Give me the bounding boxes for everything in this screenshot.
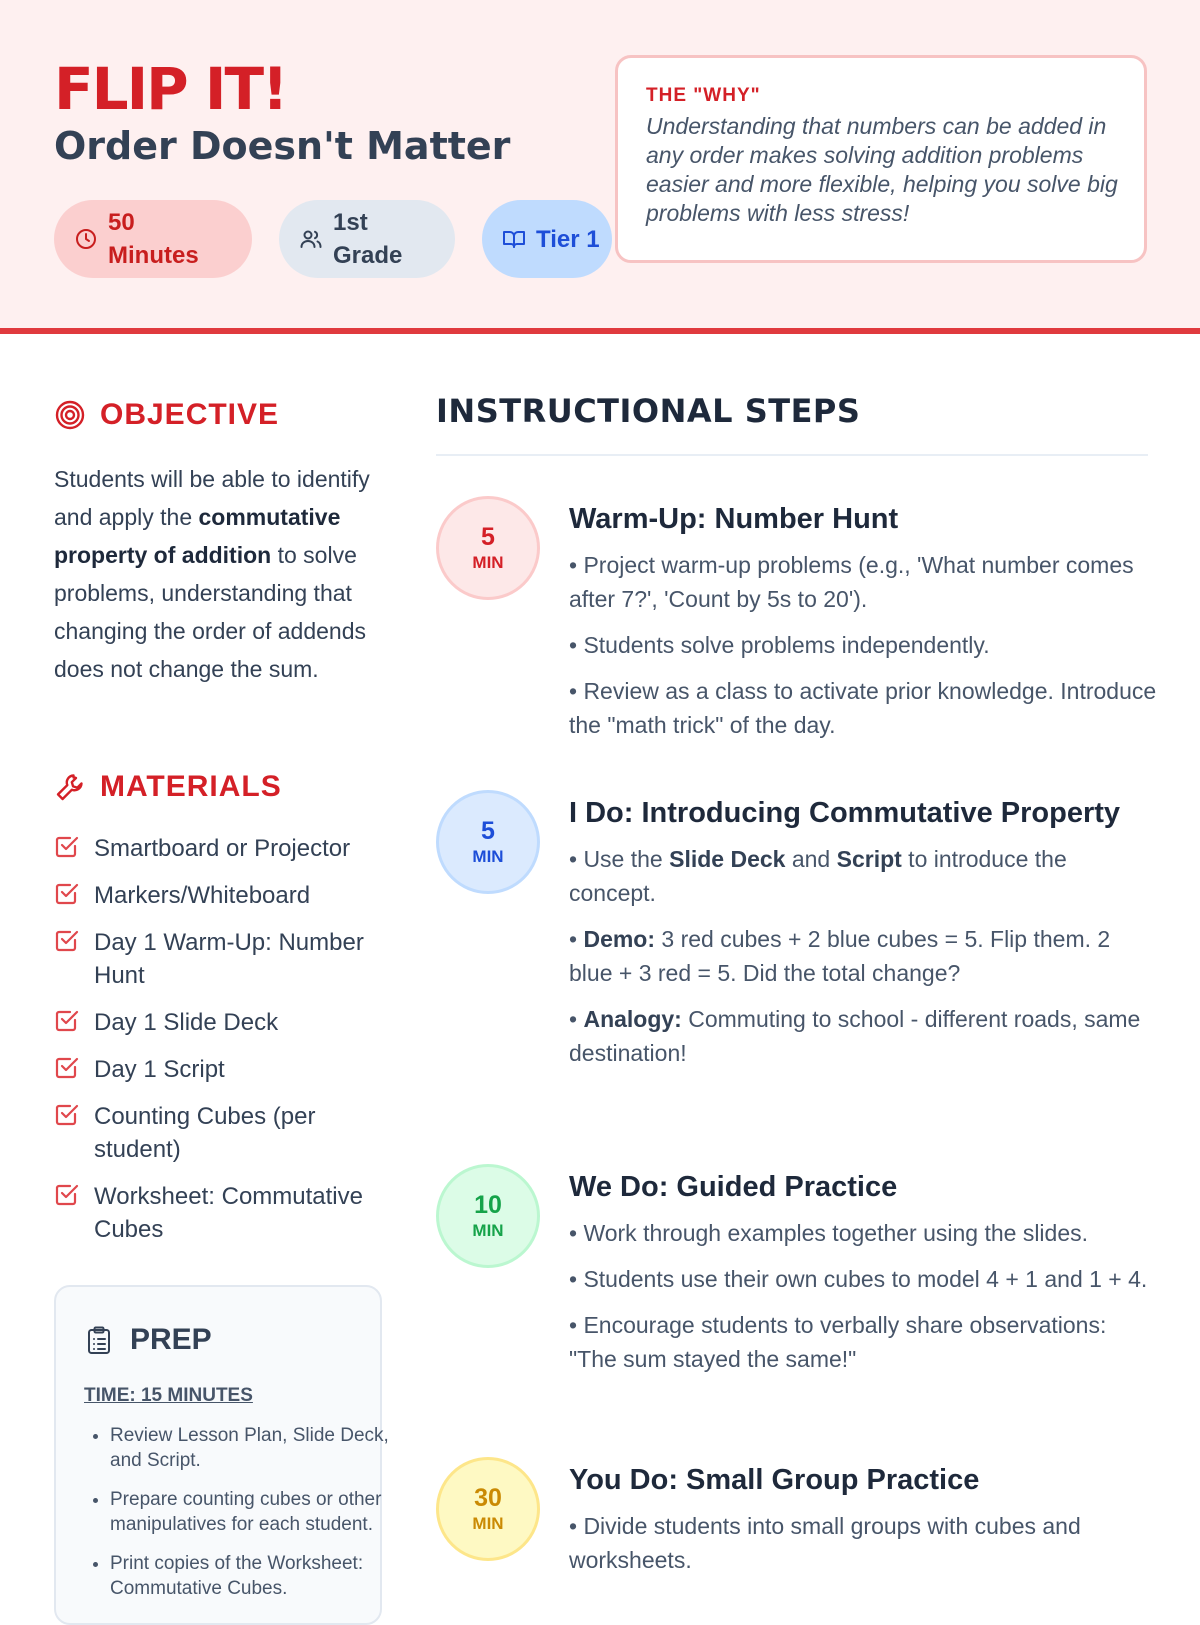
- checkbox-checked-icon: [54, 928, 80, 954]
- why-label: THE "WHY": [646, 85, 761, 106]
- prep-list: [84, 1423, 390, 1615]
- duration-minutes: 5: [481, 817, 495, 845]
- prep-card: [54, 1285, 389, 1625]
- step-body: [569, 496, 1157, 754]
- duration-circle: [436, 496, 540, 600]
- bullet-text: and: [785, 846, 837, 872]
- material-item: [54, 1006, 394, 1039]
- duration-badge: [54, 200, 252, 278]
- step-bullet: • Analogy: Commuting to school - different roads, same destination!: [569, 1006, 1141, 1066]
- steps-heading: INSTRUCTIONAL STEPS: [436, 392, 861, 430]
- bullet-text: 3 red cubes + 2 blue cubes = 5. Flip them. 2 blue + 3 red = 5. Did the total change?: [569, 926, 1111, 986]
- bullet-label: Demo:: [583, 926, 656, 952]
- tier-text: Tier 1: [536, 225, 600, 253]
- step-title: Warm-Up: Number Hunt: [569, 503, 899, 535]
- checkbox-checked-icon: [54, 1008, 80, 1034]
- why-text: Understanding that numbers can be added in any order makes solving addition problems easier and more flexible, helping you solve big problems with less stress!: [646, 113, 1118, 226]
- material-item: [54, 1180, 394, 1246]
- duration-circle: [436, 1164, 540, 1268]
- objective-text: [54, 460, 384, 688]
- material-item: [54, 1053, 394, 1086]
- checkbox-checked-icon: [54, 1055, 80, 1081]
- divider: [436, 454, 1148, 456]
- duration-unit: MIN: [472, 553, 504, 572]
- materials-heading-text: MATERIALS: [100, 770, 282, 803]
- material-item-label: Counting Cubes (per student): [94, 1103, 316, 1163]
- step-bullet: • Students use their own cubes to model 4 + 1 and 1 + 4.: [569, 1266, 1148, 1292]
- prep-item: • Review Lesson Plan, Slide Deck, and Script.: [110, 1423, 390, 1473]
- duration-unit: MIN: [472, 847, 504, 866]
- checkbox-checked-icon: [54, 1102, 80, 1128]
- step-bullets: [569, 1509, 1157, 1577]
- objective-text-part: Students will be able to identify and apply the: [54, 466, 370, 530]
- duration-circle: [436, 1457, 540, 1561]
- step-bullet: • Encourage students to verbally share observations: "The sum stayed the same!": [569, 1312, 1107, 1372]
- material-item-label: Day 1 Slide Deck: [94, 1009, 279, 1036]
- target-icon: [54, 399, 86, 431]
- material-item-label: Markers/Whiteboard: [94, 882, 311, 909]
- clipboard-list-icon: [84, 1325, 114, 1355]
- step-bullets: [569, 842, 1157, 1070]
- clock-icon: [74, 227, 98, 251]
- checkbox-checked-icon: [54, 834, 80, 860]
- material-item: [54, 926, 394, 992]
- objective-text-part: to solve problems, understanding that changing the order of addends does not change the sum.: [54, 542, 367, 682]
- objective-heading-text: OBJECTIVE: [100, 398, 280, 431]
- step-bullet: • Work through examples together using the slides.: [569, 1220, 1089, 1246]
- why-callout: [615, 55, 1147, 263]
- step-bullet: • Students solve problems independently.: [569, 632, 990, 658]
- prep-heading: [84, 1323, 212, 1357]
- tier-badge: [482, 200, 612, 278]
- duration-minutes: 30: [474, 1484, 502, 1512]
- material-item-label: Worksheet: Commutative Cubes: [94, 1183, 363, 1243]
- step-title: You Do: Small Group Practice: [569, 1464, 980, 1496]
- step-bullet: • Review as a class to activate prior knowledge. Introduce the "math trick" of the day.: [569, 678, 1157, 738]
- step-bullets: [569, 548, 1157, 742]
- material-item: [54, 832, 394, 865]
- step-title: I Do: Introducing Commutative Property: [569, 797, 1121, 829]
- prep-heading-text: PREP: [130, 1323, 212, 1356]
- wrench-icon: [54, 771, 86, 803]
- step-bullet: [569, 842, 1157, 910]
- bullet-text: Commuting to school - different roads, same destination!: [569, 1006, 1141, 1066]
- duration-minutes: 5: [481, 523, 495, 551]
- material-item-label: Day 1 Warm-Up: Number Hunt: [94, 929, 364, 989]
- step-body: [569, 790, 1157, 1082]
- bullet-key-term: Script: [836, 846, 902, 872]
- grade-badge: [279, 200, 455, 278]
- lesson-subtitle: Order Doesn't Matter: [54, 124, 511, 168]
- bullet-text: to introduce the concept.: [569, 846, 1067, 906]
- duration-text: 50 Minutes: [108, 209, 199, 269]
- grade-text: 1st Grade: [333, 209, 403, 269]
- prep-item: • Print copies of the Worksheet: Commutative Cubes.: [110, 1551, 390, 1601]
- step-bullets: [569, 1216, 1157, 1376]
- materials-heading: [54, 770, 282, 804]
- step-body: [569, 1164, 1157, 1388]
- step-body: [569, 1457, 1157, 1589]
- bullet-label: Analogy:: [583, 1006, 682, 1032]
- objective-key-term: commutative property of addition: [54, 504, 341, 568]
- material-item: [54, 879, 394, 912]
- duration-minutes: 10: [474, 1191, 502, 1219]
- prep-item: • Prepare counting cubes or other manipulatives for each student.: [110, 1487, 390, 1537]
- book-open-icon: [502, 227, 526, 251]
- bullet-key-term: Slide Deck: [669, 846, 786, 872]
- step-bullet: • Demo: 3 red cubes + 2 blue cubes = 5. Flip them. 2 blue + 3 red = 5. Did the total change?: [569, 926, 1111, 986]
- bullet-text: • Use the: [569, 846, 670, 872]
- lesson-title: FLIP IT!: [54, 55, 287, 123]
- duration-unit: MIN: [472, 1221, 504, 1240]
- step-bullet: • Project warm-up problems (e.g., 'What number comes after 7?', 'Count by 5s to 20').: [569, 552, 1134, 612]
- step-bullet: • Divide students into small groups with cubes and worksheets.: [569, 1513, 1081, 1573]
- prep-time: TIME: 15 MINUTES: [84, 1385, 253, 1406]
- checkbox-checked-icon: [54, 1182, 80, 1208]
- objective-heading: [54, 398, 279, 432]
- material-item-label: Day 1 Script: [94, 1056, 225, 1083]
- header: [0, 0, 1200, 334]
- checkbox-checked-icon: [54, 881, 80, 907]
- material-item: [54, 1100, 394, 1166]
- material-item-label: Smartboard or Projector: [94, 835, 351, 862]
- materials-list: [54, 832, 394, 1260]
- duration-circle: [436, 790, 540, 894]
- step-title: We Do: Guided Practice: [569, 1171, 898, 1203]
- users-icon: [299, 227, 323, 251]
- duration-unit: MIN: [472, 1514, 504, 1533]
